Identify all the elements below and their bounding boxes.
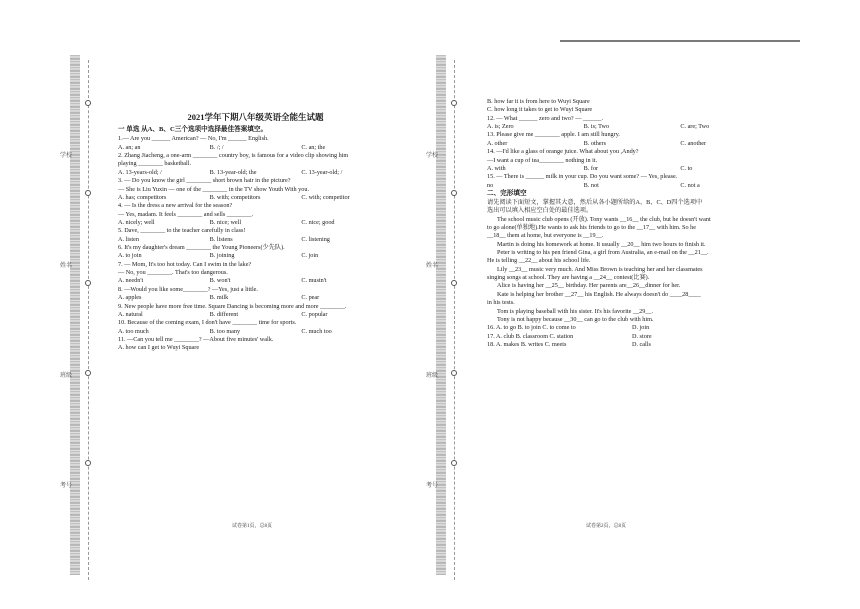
binding-hole bbox=[85, 190, 91, 196]
exam-title: 2021学年下期八年级英语全能生试题 bbox=[187, 112, 324, 122]
answer-options bbox=[118, 219, 393, 227]
question-line: He is telling __22__ about his school life. bbox=[487, 257, 591, 265]
passage-line: The school music club opens (开放). Tony wants __16__ the club, but he doesn't want bbox=[497, 215, 711, 223]
answer-options bbox=[487, 333, 777, 341]
answer-option: D. store bbox=[632, 332, 652, 340]
binding-label-class: 班级 bbox=[426, 373, 439, 379]
answer-option: B. different bbox=[209, 310, 239, 318]
answer-option: B. for bbox=[583, 164, 599, 172]
binding-label-name: 姓名 bbox=[426, 263, 439, 269]
binding-hole bbox=[451, 460, 457, 466]
answer-option: C. join bbox=[301, 252, 319, 260]
passage-line: Kate is helping her brother __27__ his English. He always doesn't do ____28____ bbox=[497, 290, 701, 298]
answer-option: C. pear bbox=[301, 294, 320, 302]
answer-option: C. with; competitor bbox=[301, 193, 350, 201]
question-line: to go alone(单独地).He wants to ask his friends to go to the __17__ with him. So he bbox=[487, 223, 696, 231]
answer-options bbox=[487, 165, 777, 173]
answer-option: B. others bbox=[583, 139, 607, 147]
seal-line-left bbox=[88, 60, 89, 580]
question-line: 1.— Are you ______ American? — No, I'm ______ English. bbox=[118, 135, 269, 143]
answer-option: B. won't bbox=[209, 277, 231, 285]
binding-hole bbox=[85, 460, 91, 466]
question-line: 13. Please give me ________ apple. I am still hungry. bbox=[487, 131, 620, 139]
question-line: — Yes, madam. It feels ________ and sells ________. bbox=[118, 210, 254, 218]
answer-option: C. to bbox=[680, 164, 693, 172]
answer-option: C. not a bbox=[680, 181, 700, 189]
question-line: 7. — Mom, It's too hot today. Can I swim in the lake? bbox=[118, 260, 252, 268]
question-line: — She is Liu Yuxin — one of the ________ in the TV show Youth With you. bbox=[118, 185, 309, 193]
answer-options bbox=[487, 324, 777, 332]
answer-option: B. nice; well bbox=[209, 218, 242, 226]
binding-hole bbox=[451, 370, 457, 376]
answer-option: C. another bbox=[680, 139, 707, 147]
answer-option: A. is; Zero bbox=[487, 123, 514, 131]
answer-options bbox=[118, 169, 393, 177]
answer-option: A. needn't bbox=[118, 277, 144, 285]
binding-label-class: 班级 bbox=[60, 373, 73, 379]
answer-option: A. apples bbox=[118, 294, 142, 302]
exam-page-right bbox=[487, 98, 777, 349]
answer-option: C. nice; good bbox=[301, 218, 335, 226]
binding-hole bbox=[451, 190, 457, 196]
answer-option: A. natural bbox=[118, 310, 143, 318]
question-line: playing ________ basketball. bbox=[118, 160, 192, 168]
answer-option: A. with bbox=[487, 164, 506, 172]
page-footer-left: 试卷第1页，总8页 bbox=[232, 524, 273, 529]
question-line: 10. Because of the coming exam, I don't have ________ time for sports. bbox=[118, 319, 297, 327]
answer-options bbox=[118, 194, 393, 202]
binding-strip-right bbox=[436, 55, 446, 575]
answer-option: C. much too bbox=[301, 327, 332, 335]
question-line: C. how long it takes to get to Wuyi Square bbox=[487, 106, 593, 114]
question-line: singing songs at school. They are having a __24__ contest(比赛). bbox=[487, 274, 650, 282]
binding-label-number: 考号 bbox=[60, 483, 73, 489]
answer-option: B. milk bbox=[209, 294, 229, 302]
question-line: __18__ them at home, but everyone is __19__. bbox=[487, 232, 604, 240]
answer-option: A. an; an bbox=[118, 143, 141, 151]
answer-option: B. is; Two bbox=[583, 123, 610, 131]
binding-label-name: 姓名 bbox=[60, 263, 73, 269]
answer-option: C. are; Two bbox=[680, 123, 710, 131]
exam-page-left bbox=[118, 112, 393, 353]
binding-hole bbox=[85, 370, 91, 376]
question-line: 15. — There is ______ milk in your cup. Do you want some? — Yes, please. bbox=[487, 173, 678, 181]
section-heading: 二、完形填空 bbox=[487, 189, 527, 197]
answer-options bbox=[487, 182, 777, 190]
question-line: 8. —Would you like some________? —Yes, just a little. bbox=[118, 285, 258, 293]
answer-option: C. listening bbox=[301, 235, 330, 243]
answer-options bbox=[118, 277, 393, 285]
question-line: 4. — Is the dress a new arrival for the season? bbox=[118, 202, 233, 210]
question-line: 11. —Can you tell me ________? —About five minutes' walk. bbox=[118, 335, 274, 343]
answer-options bbox=[487, 140, 777, 148]
question-line: 选出可以填入相应空白处的最佳选项。 bbox=[487, 207, 593, 215]
answer-option: C. an; the bbox=[301, 143, 326, 151]
binding-label-school: 学校 bbox=[426, 153, 439, 159]
answer-option: B. too many bbox=[209, 327, 241, 335]
page-footer-right: 试卷第2页，总8页 bbox=[586, 524, 627, 529]
answer-option: B. not bbox=[583, 181, 599, 189]
answer-options bbox=[118, 236, 393, 244]
binding-hole bbox=[451, 280, 457, 286]
answer-options bbox=[118, 311, 393, 319]
answer-option: A. nicely; well bbox=[118, 218, 155, 226]
passage-line: Tony is not happy because __30__ can go to the club with him. bbox=[497, 315, 654, 323]
answer-option: D. join bbox=[632, 324, 650, 332]
answer-options bbox=[487, 341, 777, 349]
answer-options bbox=[118, 294, 393, 302]
answer-option: A. too much bbox=[118, 327, 149, 335]
answer-option: 17. A. club B. classroom C. station bbox=[487, 332, 574, 340]
binding-hole bbox=[85, 280, 91, 286]
question-line: — No, you ________. That's too dangerous. bbox=[118, 269, 228, 277]
answer-option: A. listen bbox=[118, 235, 139, 243]
passage-line: Alice is having her __25__ birthday. Her parents are__26__dinner for her. bbox=[497, 282, 681, 290]
scan-edge-line bbox=[560, 40, 800, 42]
answer-option: A. other bbox=[487, 139, 508, 147]
answer-option: 18. A. makes B. writes C. meets bbox=[487, 340, 567, 348]
answer-option: C. 13-year-old; / bbox=[301, 168, 343, 176]
answer-option: B. /; / bbox=[209, 143, 224, 151]
binding-hole bbox=[85, 100, 91, 106]
answer-option: A. to join bbox=[118, 252, 142, 260]
answer-options bbox=[118, 252, 393, 260]
question-line: 12. — What ______ zero and two? — ______. bbox=[487, 114, 604, 122]
passage-line: Martin is doing his homework at home. It usually __20__ him two hours to finish it. bbox=[497, 240, 706, 248]
passage-line: Lily __23__ music very much. And Miss Brown is teaching her and her classmates bbox=[497, 265, 703, 273]
passage-line: Peter is writing to his pen friend Gina, a girl from Australia, an e-mail on the __21__. bbox=[497, 249, 709, 256]
answer-option: B. joining bbox=[209, 252, 235, 260]
answer-options bbox=[118, 144, 393, 152]
binding-label-number: 考号 bbox=[426, 483, 439, 489]
question-line: 6. It's my daughter's dream ________ the Young Pioneers(少先队). bbox=[118, 244, 285, 252]
answer-options bbox=[487, 123, 777, 131]
answer-options bbox=[118, 328, 393, 336]
answer-option: B. with; competitors bbox=[209, 193, 261, 201]
question-line: —I want a cup of tea________ nothing in it. bbox=[487, 156, 598, 164]
answer-option: 16. A. to go B. to join C. to come to bbox=[487, 324, 576, 332]
question-list-right bbox=[487, 98, 777, 349]
question-line: in his tests. bbox=[487, 299, 515, 307]
question-line: 2. Zhang Jiacheng, a one-arm ________ country boy, is famous for a video clip showing him bbox=[118, 152, 349, 160]
answer-option: no bbox=[487, 181, 494, 189]
seal-line-right bbox=[454, 60, 455, 580]
answer-option: C. popular bbox=[301, 310, 328, 318]
answer-option: B. 13-year-old; the bbox=[209, 168, 257, 176]
question-list-left bbox=[118, 135, 393, 352]
question-line: 3. — Do you know the girl ________ short brown hair in the picture? bbox=[118, 177, 291, 185]
question-line: 请先阅读下面短文，掌握其大意，然后从各小题所给的A、B、C、D四个选项中 bbox=[487, 198, 703, 206]
question-line: A. how can I get to Wuyi Square bbox=[118, 344, 200, 352]
binding-label-school: 学校 bbox=[60, 153, 73, 159]
question-line: 5. Dave, ________ to the teacher carefully in class! bbox=[118, 227, 246, 235]
binding-strip-left bbox=[70, 55, 80, 575]
binding-hole bbox=[451, 100, 457, 106]
passage-line: Tom is playing baseball with his sister. It's his favorite __29__. bbox=[497, 307, 654, 315]
answer-option: B. listens bbox=[209, 235, 233, 243]
question-line: B. how far it is from here to Wuyi Square bbox=[487, 98, 590, 105]
answer-option: A. has; competitors bbox=[118, 193, 167, 201]
question-line: 9. New people have more free time. Square Dancing is becoming more and more ________. bbox=[118, 302, 347, 310]
question-line: 14. —I'd like a glass of orange juice. What about you ,Andy? bbox=[487, 148, 639, 156]
answer-option: D. calls bbox=[632, 340, 651, 348]
answer-option: C. mustn't bbox=[301, 277, 327, 285]
section-heading-single-choice: 一 单选 从A、B、C三个选项中选择最佳答案填空。 bbox=[118, 126, 268, 134]
answer-option: A. 13-years-old; / bbox=[118, 168, 162, 176]
